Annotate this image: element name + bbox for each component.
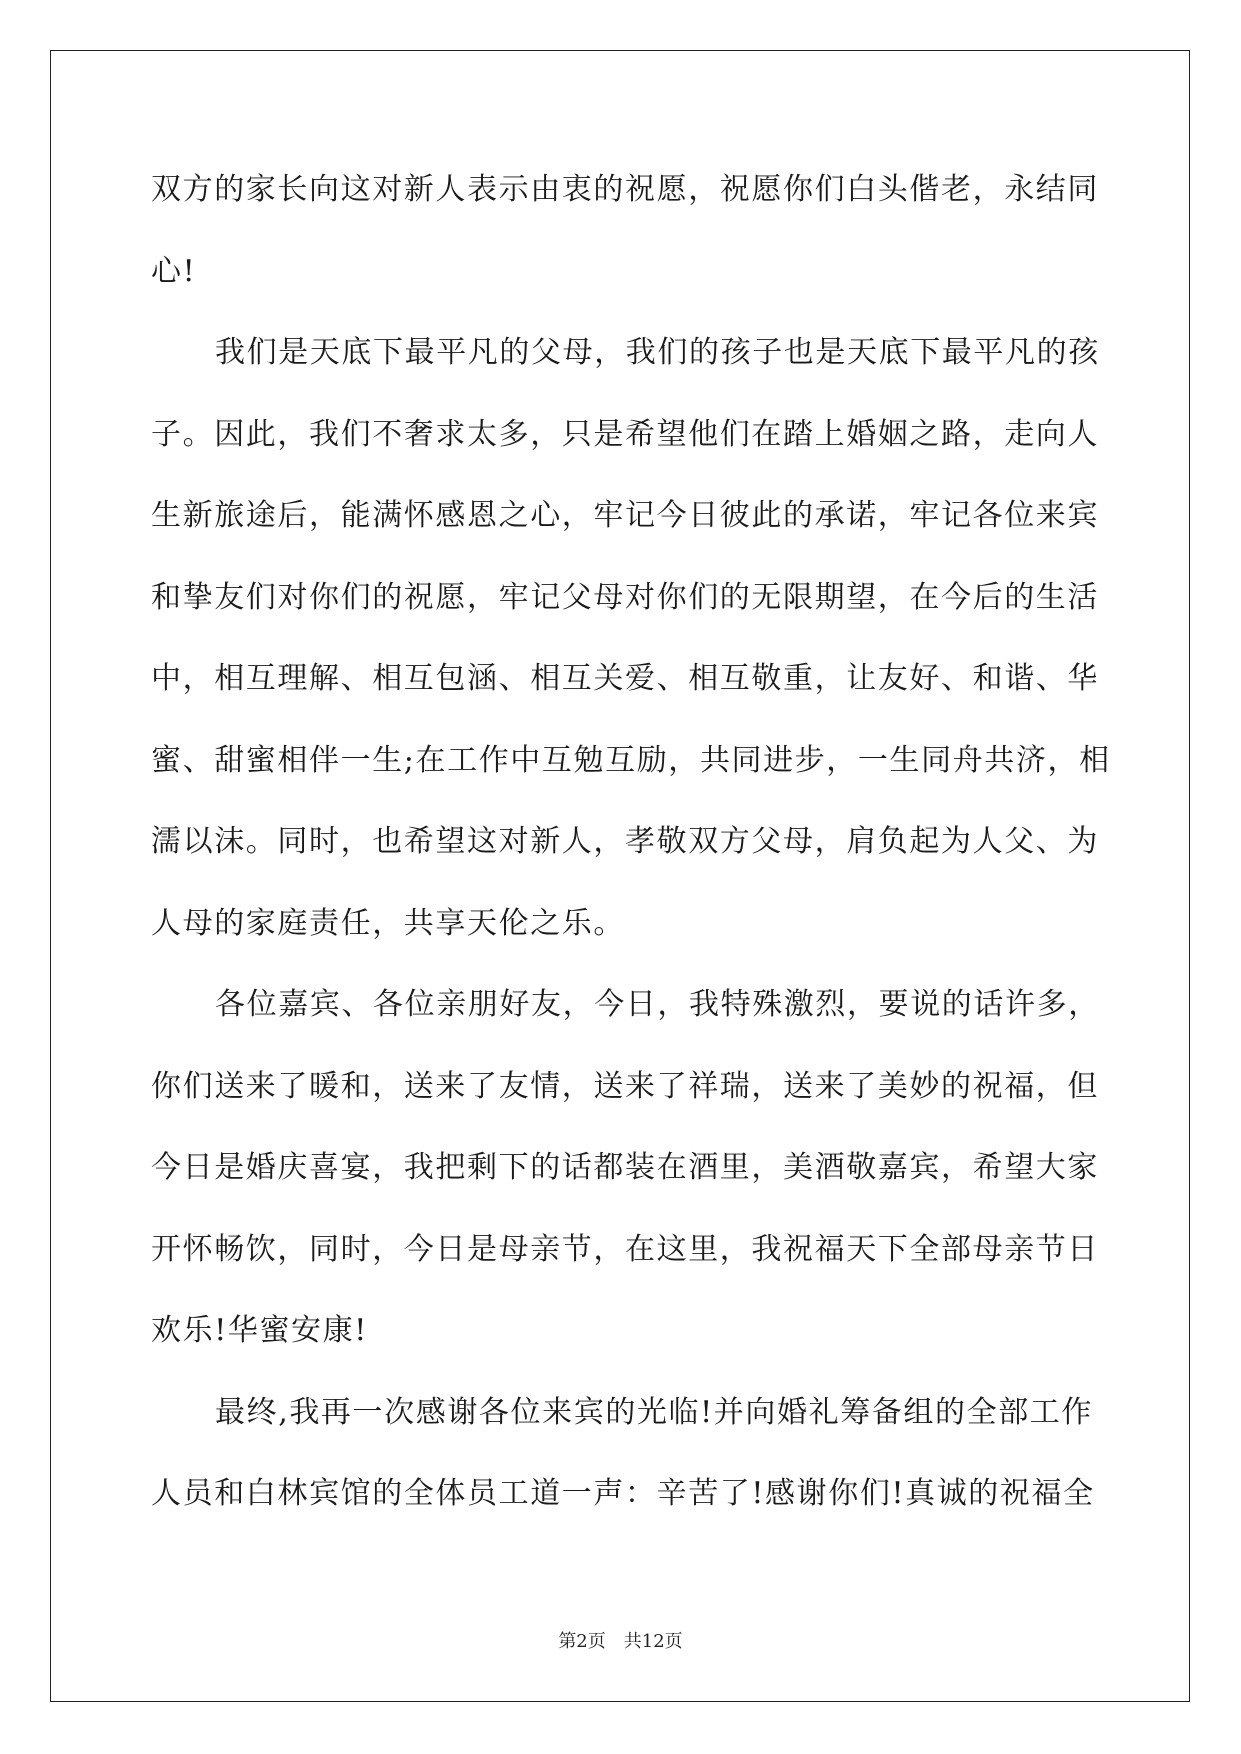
text-line: 你们送来了暖和，送来了友情，送来了祥瑞，送来了美妙的祝福，但 (151, 1068, 1099, 1104)
page-footer: 第2页 共12页 (558, 1631, 683, 1652)
text-line: 蜜、甜蜜相伴一生;在工作中互勉互励，共同进步，一生同舟共济，相 (151, 742, 1111, 778)
text-line: 生新旅途后，能满怀感恩之心，牢记今日彼此的承诺，牢记各位来宾 (151, 498, 1099, 533)
paragraph-start-line: 我们是天底下最平凡的父母，我们的孩子也是天底下最平凡的孩 (215, 335, 1100, 370)
text-line: 人员和白林宾馆的全体员工道一声：辛苦了!感谢你们!真诚的祝福全 (151, 1476, 1095, 1511)
paragraph-start-line: 最终,我再一次感谢各位来宾的光临!并向婚礼筹备组的全部工作 (215, 1394, 1093, 1430)
text-line: 心! (151, 253, 197, 289)
text-line: 中，相互理解、相互包涵、相互关爱、相互敬重，让友好、和谐、华 (151, 661, 1099, 696)
paragraph-start-line: 各位嘉宾、各位亲朋好友，今日，我特殊激烈，要说的话许多， (215, 987, 1100, 1022)
text-line: 双方的家长向这对新人表示由衷的祝愿，祝愿你们白头偕老，永结同 (151, 172, 1099, 207)
text-line: 开怀畅饮，同时，今日是母亲节，在这里，我祝福天下全部母亲节日 (151, 1231, 1099, 1267)
text-line: 子。因此，我们不奢求太多，只是希望他们在踏上婚姻之路，走向人 (151, 416, 1099, 452)
text-line: 欢乐!华蜜安康! (151, 1313, 368, 1348)
text-line: 人母的家庭责任，共享天伦之乐。 (151, 905, 625, 941)
document-body (151, 161, 1111, 1547)
text-line: 今日是婚庆喜宴，我把剩下的话都装在酒里，美酒敬嘉宾，希望大家 (151, 1150, 1099, 1185)
text-line: 和挚友们对你们的祝愿，牢记父母对你们的无限期望，在今后的生活 (151, 579, 1099, 615)
text-line: 濡以沫。同时，也希望这对新人，孝敬双方父母，肩负起为人父、为 (151, 824, 1099, 859)
